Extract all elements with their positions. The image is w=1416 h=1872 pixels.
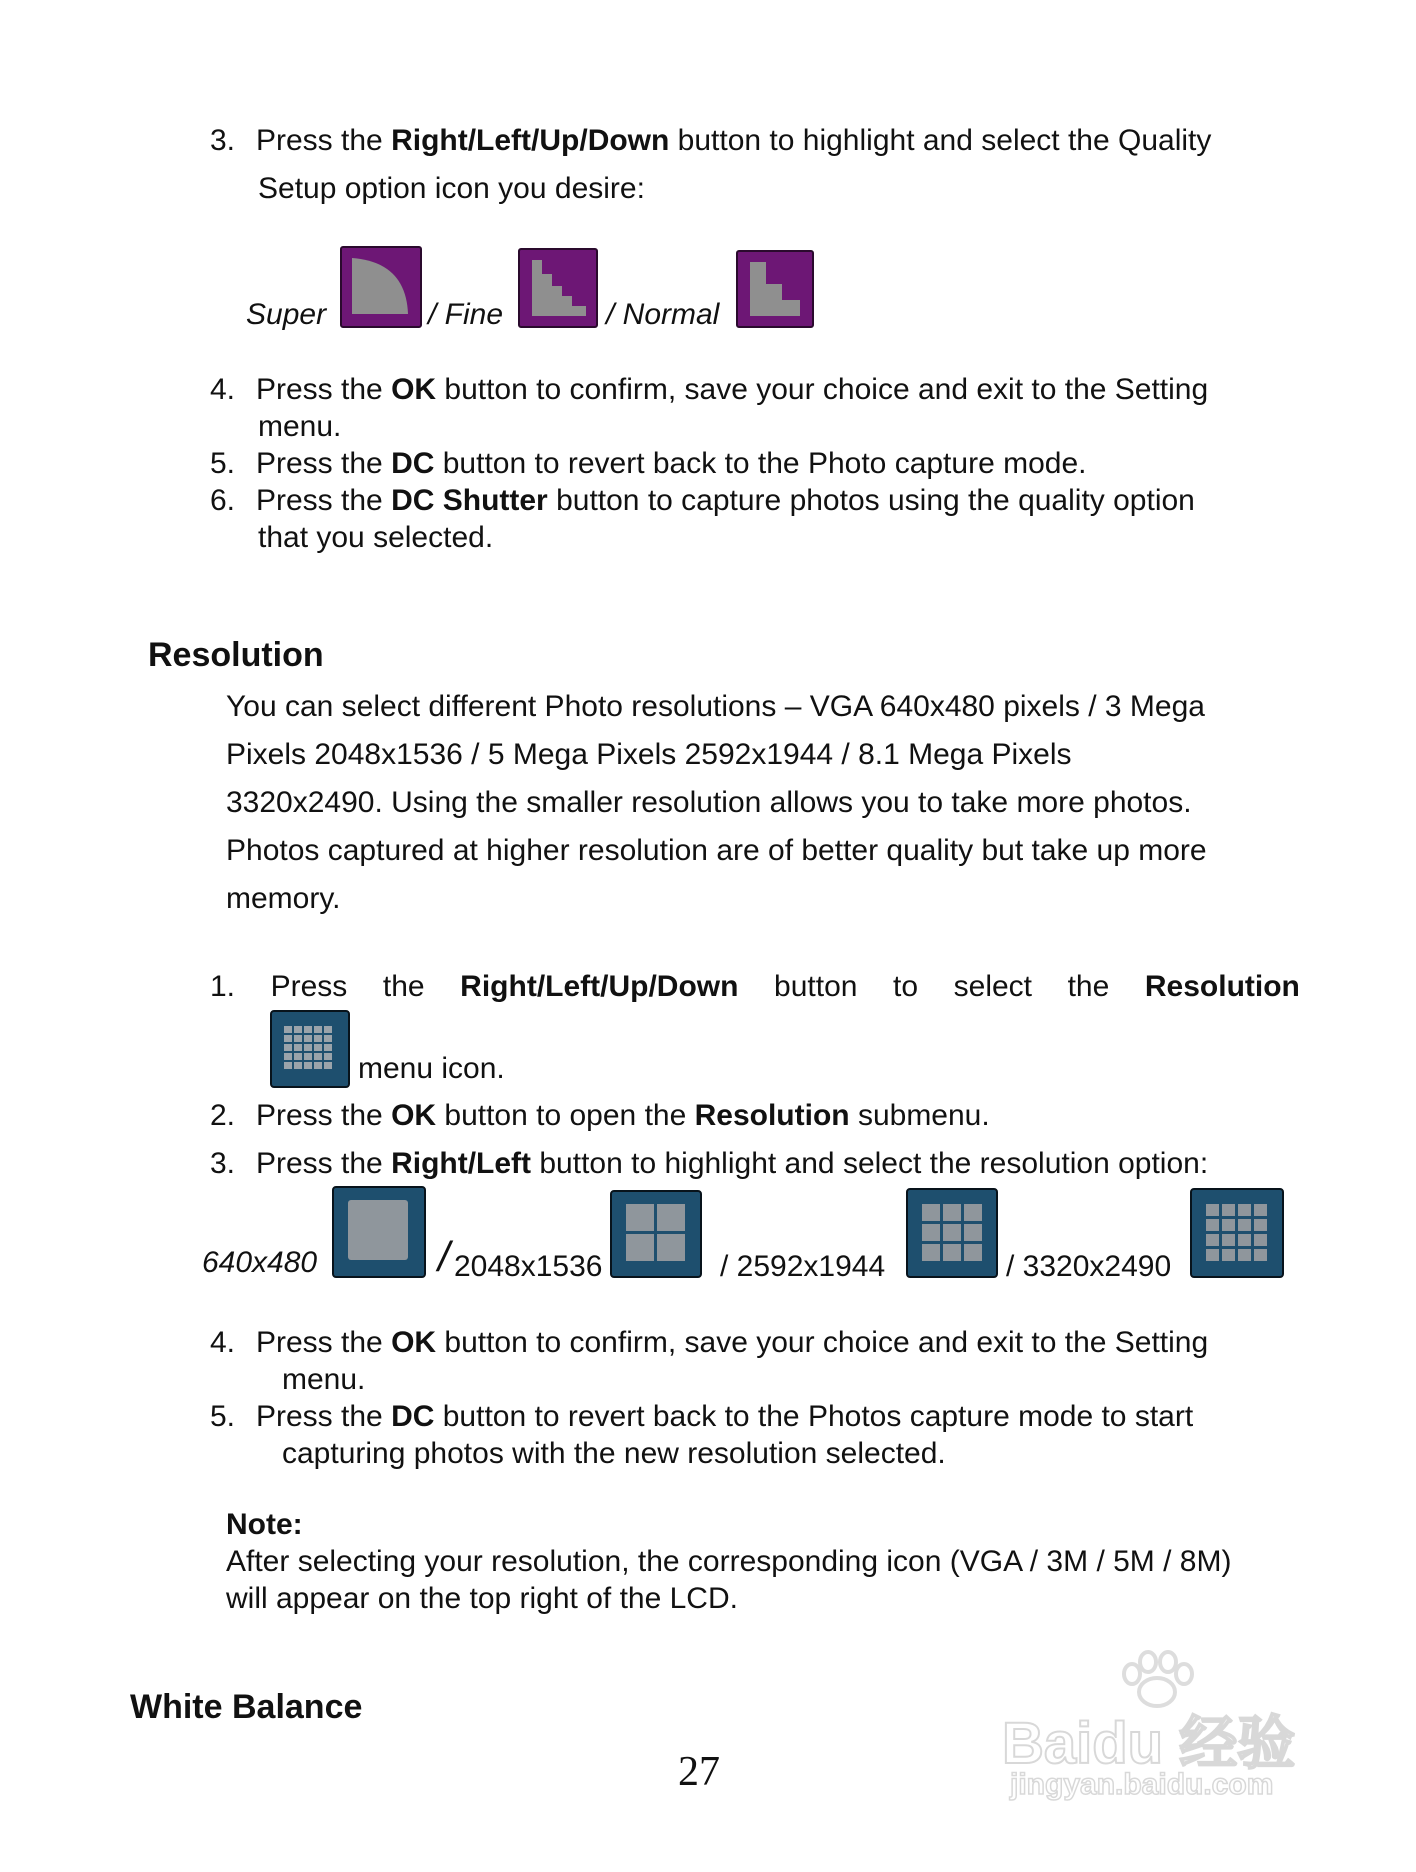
resolution-intro-line-5: memory. (226, 882, 341, 915)
note-line-2: will appear on the top right of the LCD. (226, 1582, 738, 1615)
res-640x480-icon (332, 1186, 426, 1278)
resolution-intro-line-4: Photos captured at higher resolution are of better quality but take up more (226, 834, 1207, 867)
quality-step-5: 5. Press the DC button to revert back to the Photo capture mode. (210, 447, 1087, 480)
watermark-logo (1002, 1650, 1322, 1800)
quality-step-3-cont: Setup option icon you desire: (258, 172, 645, 205)
res-option-640x480-label: 640x480 (202, 1246, 318, 1279)
resolution-step-1 (210, 968, 1300, 1005)
res-2048x1536-icon (610, 1190, 702, 1278)
resolution-menu-icon (270, 1010, 350, 1088)
resolution-intro-line-1: You can select different Photo resolutions – VGA 640x480 pixels / 3 Mega (226, 690, 1205, 723)
quality-normal-icon (736, 250, 814, 328)
resolution-step-3: 3. Press the Right/Left button to highlight and select the resolution option: (210, 1147, 1209, 1180)
resolution-heading: Resolution (148, 636, 324, 674)
quality-option-fine-label: / Fine (428, 298, 504, 331)
res-option-2048x1536-label: / (438, 1233, 450, 1280)
quality-step-4: 4. Press the OK button to confirm, save your choice and exit to the Setting (210, 373, 1209, 406)
resolution-intro-line-2: Pixels 2048x1536 / 5 Mega Pixels 2592x1944 / 8.1 Mega Pixels (226, 738, 1072, 771)
quality-option-super-label: Super (246, 298, 327, 331)
note-line-1: After selecting your resolution, the corresponding icon (VGA / 3M / 5M / 8M) (226, 1545, 1232, 1578)
quality-option-normal-label: / Normal (606, 298, 720, 331)
resolution-step-1-justified: 1. Press the Right/Left/Up/Down button to select the Resolution (210, 970, 1300, 1003)
resolution-step-5-cont: capturing photos with the new resolution selected. (282, 1437, 946, 1470)
quality-step-4-cont: menu. (258, 410, 342, 443)
res-option-2592x1944-label: / 2592x1944 (720, 1250, 886, 1283)
resolution-step-4-cont: menu. (282, 1363, 366, 1396)
resolution-step-2: 2. Press the OK button to open the Resolution submenu. (210, 1099, 990, 1132)
quality-fine-icon (518, 248, 598, 328)
quality-step-6-cont: that you selected. (258, 521, 494, 554)
resolution-step-5: 5. Press the DC button to revert back to the Photos capture mode to start (210, 1400, 1194, 1433)
resolution-intro-line-3: 3320x2490. Using the smaller resolution allows you to take more photos. (226, 786, 1192, 819)
note-title: Note: (226, 1508, 303, 1541)
watermark-brand: Baidu 经验 (1002, 1711, 1296, 1776)
resolution-step-1-cont: menu icon. (358, 1052, 505, 1085)
quality-step-6: 6. Press the DC Shutter button to capture photos using the quality option (210, 484, 1195, 517)
resolution-step-4: 4. Press the OK button to confirm, save your choice and exit to the Setting (210, 1326, 1209, 1359)
res-3320x2490-icon (1190, 1188, 1284, 1278)
quality-step-3: 3. Press the Right/Left/Up/Down button to highlight and select the Quality (210, 124, 1212, 157)
white-balance-heading: White Balance (130, 1688, 363, 1726)
res-2592x1944-icon (906, 1188, 998, 1278)
watermark-url: jingyan.baidu.com (1010, 1768, 1274, 1801)
quality-super-icon (340, 246, 422, 328)
res-option-2048x1536-sub: 2048x1536 (454, 1250, 603, 1283)
res-option-3320x2490-label: / 3320x2490 (1006, 1250, 1172, 1283)
page-number: 27 (678, 1749, 720, 1795)
